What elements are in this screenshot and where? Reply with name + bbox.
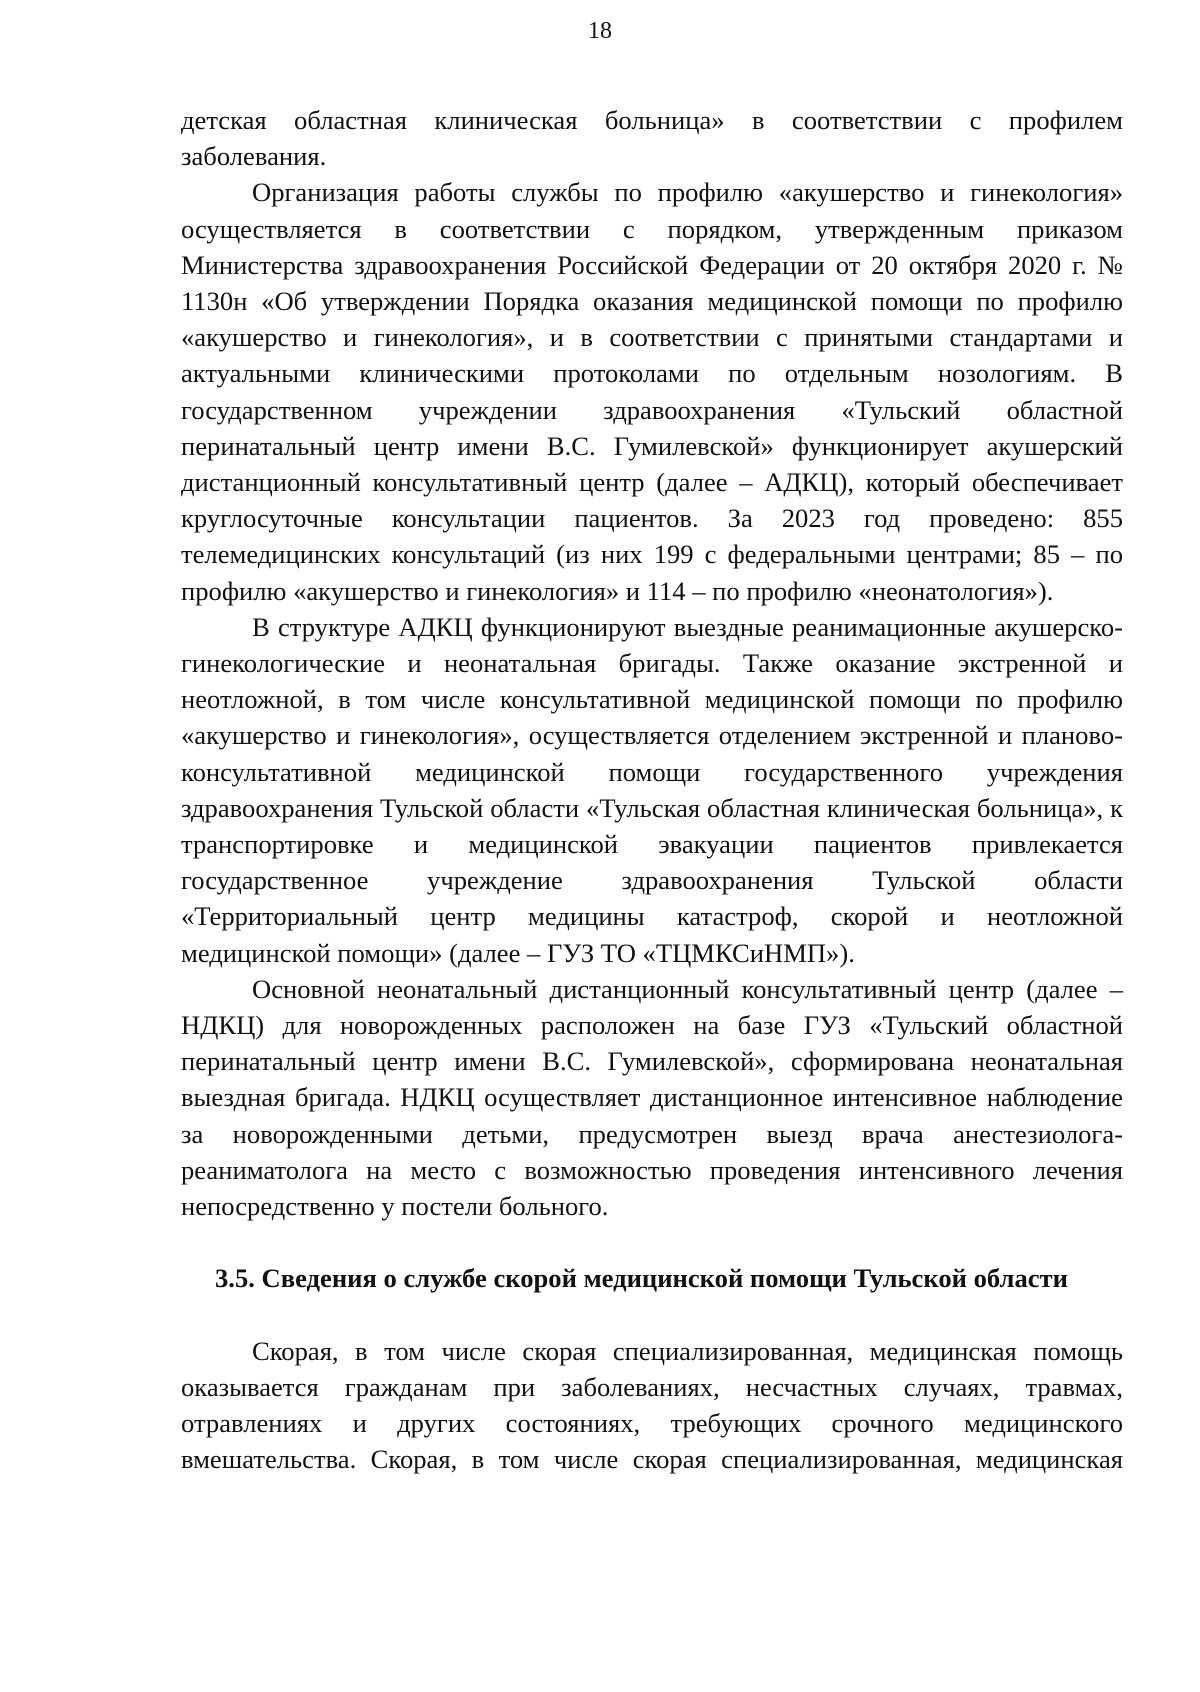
document-body (181, 102, 1123, 1477)
paragraph-emergency-care: Скорая, в том числе скорая специализированная, медицинская помощь оказывается гражданам при заболеваниях, несчастных случаях, травмах, отравлениях и других состояниях, требующих срочного медицинского вмешательства. Скорая, в том числе скорая специализированная, медицинская (181, 1335, 1123, 1475)
paragraph-continuation: детская областная клиническая больница» в соответствии с профилем заболевания. (181, 105, 1123, 172)
paragraph-adkc-structure: В структуре АДКЦ функционируют выездные реанимационные акушерско-гинекологические и неонатальная бригады. Также оказание экстренной и неотложной, в том числе консультативной медицинской помощи по профилю «акушерство и гинекология», осуществляется отделением экстренной и планово-консультативной медицинской помощи государственного учреждения здравоохранения Тульской области «Тульская областная клиническая больница», к транспортировке и медицинской эвакуации пациентов привлекается государственное учреждение здравоохранения Тульской области «Территориальный центр медицины катастроф, скорой и неотложной медицинской помощи» (далее – ГУЗ ТО «ТЦМКСиНМП»). (181, 611, 1123, 968)
page-number: 18 (588, 18, 612, 44)
section-heading: 3.5. Сведения о службе скорой медицинской помощи Тульской области (215, 1263, 1068, 1294)
paragraph-obstetrics-organization: Организация работы службы по профилю «акушерство и гинекология» осуществляется в соответствии с порядком, утвержденным приказом Министерства здравоохранения Российской Федерации от 20 октября 2020 г. № 1130н «Об утверждении Порядка оказания медицинской помощи по профилю «акушерство и гинекология», и в соответствии с принятыми стандартами и актуальными клиническими протоколами по отдельным нозологиям. В государственном учреждении здравоохранения «Тульский областной перинатальный центр имени В.С. Гумилевской» функционирует акушерский дистанционный консультативный центр (далее – АДКЦ), который обеспечивает круглосуточные консультации пациентов. За 2023 год проведено: 855 телемедицинских консультаций (из них 199 с федеральными центрами; 85 – по профилю «акушерство и гинекология» и 114 – по профилю «неонатология»). (181, 177, 1123, 606)
paragraph-ndkc: Основной неонатальный дистанционный консультативный центр (далее – НДКЦ) для новорожденных расположен на базе ГУЗ «Тульский областной перинатальный центр имени В.С. Гумилевской», сформирована неонатальная выездная бригада. НДКЦ осуществляет дистанционное интенсивное наблюдение за новорожденными детьми, предусмотрен выезд врача анестезиолога-реаниматолога на место с возможностью проведения интенсивного лечения непосредственно у постели больного. (181, 973, 1123, 1222)
